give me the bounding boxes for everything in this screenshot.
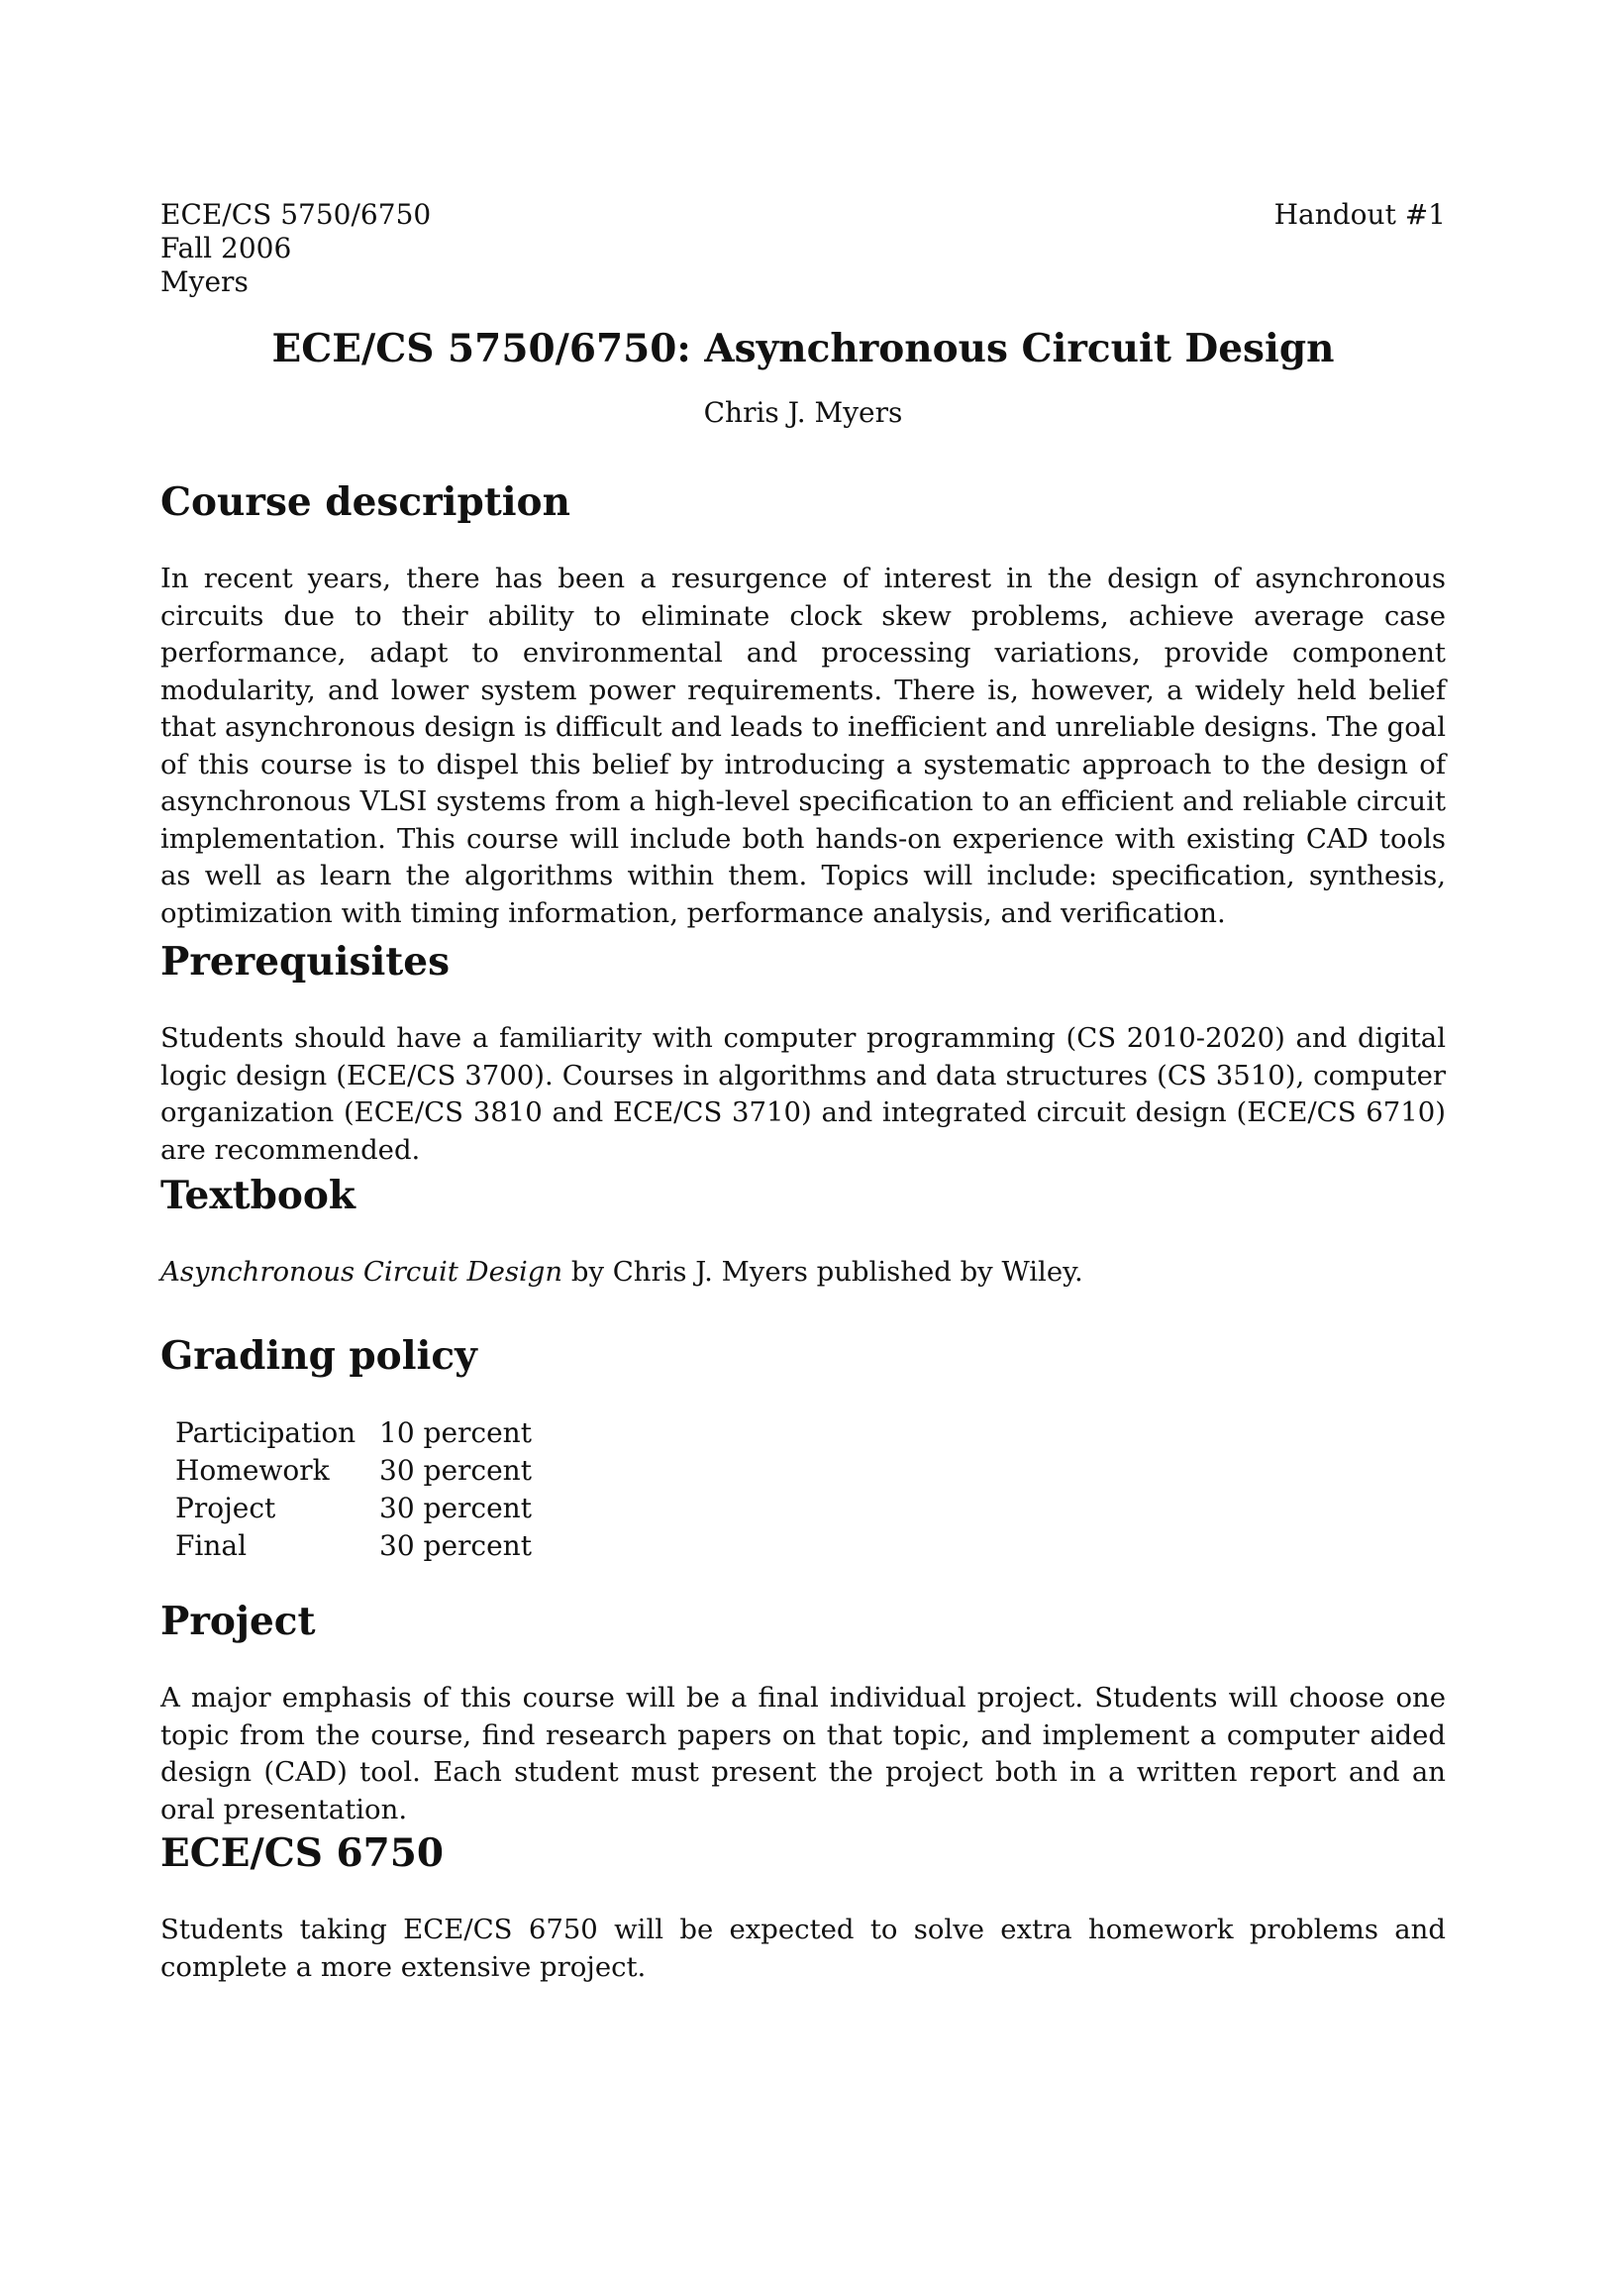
textbook-text [160,1254,1446,1292]
handout-number: Handout #1 [1273,198,1446,231]
prerequisites-text: Students should have a familiarity with computer programming (CS 2010-2020) and digital logic design (ECE/CS 3700). Courses in algorithms and data structures (CS 3510), computer organization (ECE/CS 3810 and ECE/CS 3710) and integrated circuit design (ECE/CS 6710) are recommended. [160,1022,1446,1166]
semester: Fall 2006 [160,232,292,264]
table-row [175,1490,532,1527]
ece-cs-6750-text: Students taking ECE/CS 6750 will be expected to solve extra homework problems and complete a more extensive project. [160,1914,1446,1983]
grading-category: Final [175,1529,248,1562]
table-row [175,1452,532,1490]
document-title: ECE/CS 5750/6750: Asynchronous Circuit Design [271,326,1335,371]
grading-category: Project [175,1492,276,1524]
course-description-text: In recent years, there has been a resurgence of interest in the design of asynchronous circuits due to their ability to eliminate clock skew problems, achieve average case performance, adapt to environmental and processing variations, provide component modularity, and lower system power requirements. There is, however, a widely held belief that asynchronous design is difficult and leads to inefficient and unreliable designs. The goal of this course is to dispel this belief by introducing a systematic approach to the design of asynchronous VLSI systems from a high-level specification to an efficient and reliable circuit implementation. This course will include both hands-on experience with existing CAD tools as well as learn the algorithms within them. Topics will include: specification, synthesis, optimization with timing information, performance analysis, and verification. [160,563,1446,929]
textbook-title: Asynchronous Circuit Design [160,1256,563,1288]
grading-weight: 30 percent [379,1529,532,1562]
grading-category: Homework [175,1454,330,1487]
prerequisites-heading: Prerequisites [160,939,451,985]
course-description-heading: Course description [160,479,570,525]
course-number: ECE/CS 5750/6750 [160,198,432,231]
grading-category: Participation [175,1416,356,1449]
project-text: A major emphasis of this course will be a final individual project. Students will choose one topic from the course, find research papers on that topic, and implement a computer aided design (CAD) tool. Each student must present the project both in a written report and an oral presentation. [160,1682,1446,1825]
instructor: Myers [160,265,249,298]
ece-cs-6750-heading: ECE/CS 6750 [160,1830,445,1876]
grading-weight: 10 percent [379,1416,532,1449]
grading-weight: 30 percent [379,1454,532,1487]
table-row [175,1414,532,1452]
grading-policy-heading: Grading policy [160,1333,477,1379]
table-row [175,1527,532,1565]
grading-weight: 30 percent [379,1492,532,1524]
textbook-heading: Textbook [160,1173,355,1218]
grading-table [175,1414,532,1565]
course-header [160,198,431,299]
author: Chris J. Myers [703,396,903,429]
project-heading: Project [160,1599,316,1644]
textbook-details: by Chris J. Myers published by Wiley. [562,1256,1083,1288]
